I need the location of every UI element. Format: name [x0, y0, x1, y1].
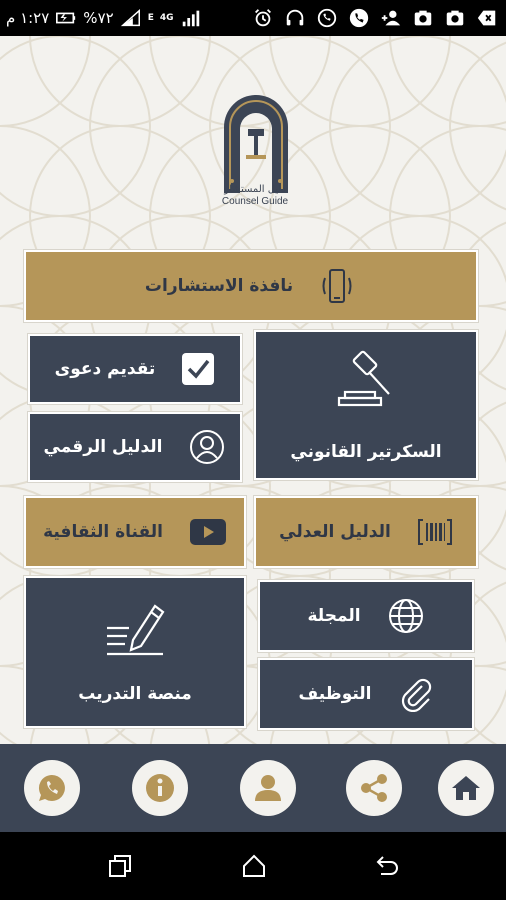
info-button[interactable]	[132, 760, 188, 816]
camera-icon	[444, 7, 466, 29]
signal-icon	[120, 7, 142, 29]
cultural-channel-tile[interactable]	[24, 496, 246, 568]
digital-guide-label: الدليل الرقمي	[43, 437, 163, 457]
headset-icon	[284, 7, 306, 29]
status-battery: %٧٢	[83, 9, 114, 27]
checkbox-icon	[181, 352, 215, 386]
network-type-e: E	[147, 13, 154, 23]
system-nav-bar	[0, 832, 506, 900]
status-left	[6, 0, 202, 36]
home-system-button[interactable]	[240, 852, 268, 880]
legal-secretary-label: السكرتير القانوني	[290, 442, 442, 462]
camera-icon	[412, 7, 434, 29]
training-platform-tile[interactable]	[24, 576, 246, 728]
magazine-label: المجلة	[307, 606, 361, 626]
profile-icon	[252, 772, 284, 804]
file-lawsuit-label: تقديم دعوى	[54, 359, 156, 379]
youtube-icon	[189, 518, 227, 546]
home-outline-icon	[241, 853, 267, 879]
recent-apps-icon	[107, 853, 133, 879]
user-circle-icon	[188, 428, 226, 466]
consultations-tile[interactable]	[24, 250, 478, 322]
pencil-lines-icon	[103, 600, 167, 658]
whatsapp-button[interactable]	[24, 760, 80, 816]
cultural-channel-label: القناة الثقافية	[43, 522, 163, 542]
consultations-label: نافذة الاستشارات	[144, 276, 294, 296]
barcode-icon	[417, 517, 453, 547]
add-contact-icon	[380, 7, 402, 29]
judicial-guide-label: الدليل العدلي	[279, 522, 391, 542]
legal-secretary-tile[interactable]	[254, 330, 478, 480]
main-content	[0, 36, 506, 744]
back-button[interactable]	[374, 852, 402, 880]
employment-label: التوظيف	[298, 684, 372, 704]
alarm-icon	[252, 7, 274, 29]
home-button[interactable]	[438, 760, 494, 816]
training-platform-label: منصة التدريب	[78, 684, 192, 704]
employment-tile[interactable]	[258, 658, 474, 730]
home-icon	[450, 772, 482, 804]
logo-english-name: Counsel Guide	[221, 196, 289, 207]
network-type-4g: 4G	[159, 13, 174, 23]
phone-icon	[348, 7, 370, 29]
profile-button[interactable]	[240, 760, 296, 816]
status-time: ١:٢٧ م	[6, 9, 50, 27]
magazine-tile[interactable]	[258, 580, 474, 652]
bottom-nav-bar	[0, 744, 506, 832]
battery-icon	[55, 7, 77, 29]
file-lawsuit-tile[interactable]	[28, 334, 242, 404]
recent-apps-button[interactable]	[106, 852, 134, 880]
status-bar	[0, 0, 506, 36]
logo-arabic-name: دليل المستشار	[224, 184, 286, 195]
back-arrow-icon	[375, 853, 401, 879]
back-notification-icon	[476, 7, 498, 29]
whatsapp-icon	[316, 7, 338, 29]
globe-icon	[387, 597, 425, 635]
digital-guide-tile[interactable]	[28, 412, 242, 482]
share-icon	[358, 772, 390, 804]
signal-icon	[180, 7, 202, 29]
judicial-guide-tile[interactable]	[254, 496, 478, 568]
status-right	[252, 0, 498, 36]
paperclip-icon	[398, 676, 434, 712]
share-button[interactable]	[346, 760, 402, 816]
whatsapp-icon	[36, 772, 68, 804]
info-icon	[144, 772, 176, 804]
gavel-icon	[333, 348, 399, 412]
phone-vibrate-icon	[317, 266, 357, 306]
